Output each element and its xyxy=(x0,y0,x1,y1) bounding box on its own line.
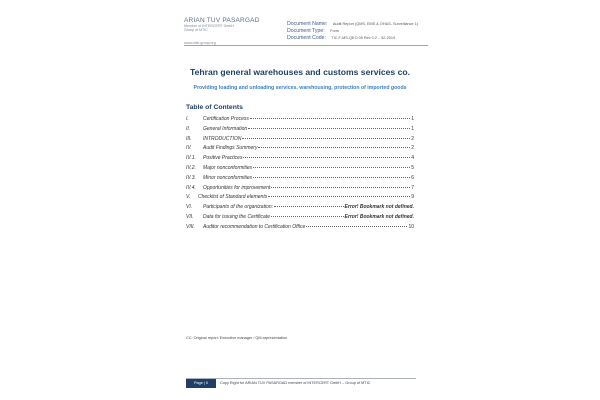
table-of-contents xyxy=(186,116,414,234)
document-info xyxy=(287,17,419,41)
toc-entry-number: VII. xyxy=(186,213,194,220)
toc-entry-number: IV.2. xyxy=(186,164,196,171)
footer-copyright: Copy Right for ARIAN TUV PASARGAD member of INTERCERT GmbH – Group of MTIC xyxy=(220,381,371,385)
page-title: Tehran general warehouses and customs services co. xyxy=(189,67,411,77)
company-name: ARIAN TUV PASARGAD xyxy=(184,17,260,24)
toc-entry-line xyxy=(198,194,414,200)
doc-code-value: TIC.F-MS-QEO.05 Rev 0.2 – 52-2019 xyxy=(331,36,396,40)
toc-entry[interactable] xyxy=(186,185,414,195)
toc-entry-page: 5 xyxy=(411,164,414,171)
toc-entry[interactable] xyxy=(186,214,414,224)
page-subtitle: Providing loading and unloading services, warehousing, protection of imported goods xyxy=(193,85,407,91)
toc-dot-leader xyxy=(258,147,410,148)
toc-entry[interactable] xyxy=(186,224,414,234)
toc-entry-line xyxy=(203,145,414,151)
toc-entry-line xyxy=(203,204,414,210)
toc-entry[interactable] xyxy=(186,116,414,126)
toc-entry-page: 1 xyxy=(411,116,414,122)
doc-type-value: Form xyxy=(330,29,339,33)
toc-entry-page: 9 xyxy=(411,194,414,201)
toc-entry-number: IV. xyxy=(186,145,192,152)
toc-dot-leader xyxy=(253,167,410,168)
doc-type-label: Document Type: xyxy=(287,28,325,34)
header-divider xyxy=(184,45,428,46)
website-link[interactable]: www.mtic-group.org xyxy=(184,41,216,45)
toc-dot-leader xyxy=(274,206,344,207)
toc-entry-page: 7 xyxy=(411,184,414,191)
toc-entry[interactable] xyxy=(186,145,414,155)
toc-entry-number: V. xyxy=(186,194,191,201)
toc-dot-leader xyxy=(250,118,410,119)
toc-entry-line xyxy=(203,126,414,132)
toc-entry-page: 2 xyxy=(411,145,414,152)
toc-entry[interactable] xyxy=(186,165,414,175)
doc-code-row xyxy=(287,31,418,41)
toc-entry-label: Checklist of Standard elements xyxy=(198,194,268,201)
doc-name-value: Audit Report (QMS, EMS & OH&S- Surveillance 1) xyxy=(332,22,419,26)
toc-entry-label: Opportunities for improvement xyxy=(203,184,271,191)
toc-entry-page: 4 xyxy=(411,155,414,162)
toc-entry-number: III. xyxy=(186,135,192,142)
toc-entry[interactable] xyxy=(186,175,414,185)
company-block xyxy=(184,17,260,33)
company-member: Member of INTERCERT GmbH xyxy=(184,24,234,28)
toc-dot-leader xyxy=(271,187,410,188)
toc-entry-number: IV.3. xyxy=(186,174,196,181)
toc-entry[interactable] xyxy=(186,155,414,165)
toc-entry-page: 6 xyxy=(411,174,414,181)
toc-entry-page: Error! Bookmark not defined. xyxy=(344,204,414,211)
cc-note: CC: Original report: Executive manager / QM-representation xyxy=(186,336,288,340)
toc-dot-leader xyxy=(271,216,344,217)
toc-entry-label: General Information xyxy=(203,125,248,132)
toc-entry-label: Certification Process xyxy=(203,116,249,122)
toc-entry-line xyxy=(203,214,414,220)
toc-heading: Table of Contents xyxy=(186,104,243,111)
toc-entry-number: VI. xyxy=(186,204,193,211)
toc-entry-number: VIII. xyxy=(186,223,195,230)
toc-entry-page: 1 xyxy=(411,125,414,132)
toc-entry[interactable] xyxy=(186,204,414,214)
toc-entry-number: II. xyxy=(186,125,191,132)
toc-entry-label: Participants of the organization: xyxy=(203,204,274,211)
doc-name-row xyxy=(287,17,419,27)
toc-entry-label: INTRODUCTION xyxy=(203,135,242,142)
toc-entry-line xyxy=(203,165,414,171)
toc-entry-line xyxy=(203,185,414,191)
toc-entry-page: Error! Bookmark not defined. xyxy=(344,213,414,220)
doc-code-label: Document Code: xyxy=(287,35,326,41)
toc-entry[interactable] xyxy=(186,126,414,136)
company-group: Group of MTIC xyxy=(184,28,208,33)
toc-entry-label: Positive Practices xyxy=(203,155,243,162)
toc-entry-label: Major nonconformities xyxy=(203,164,253,171)
toc-entry-label: Data for issuing the Certificate xyxy=(203,213,270,220)
toc-entry[interactable] xyxy=(186,136,414,146)
toc-dot-leader xyxy=(306,226,407,227)
toc-entry-label: Auditor recommendation to Certification Office xyxy=(203,223,306,230)
toc-dot-leader xyxy=(253,177,410,178)
toc-entry-line xyxy=(203,224,414,230)
page-number-badge: Page | 0 xyxy=(186,379,216,388)
toc-entry-label: Audit Findings Summery xyxy=(203,145,258,152)
toc-entry-number: IV.4. xyxy=(186,184,196,191)
toc-entry-line xyxy=(203,116,414,122)
toc-entry-label: Minor nonconformities xyxy=(203,174,253,181)
toc-entry[interactable] xyxy=(186,194,414,204)
toc-entry-number: IV.1. xyxy=(186,155,196,162)
toc-dot-leader xyxy=(268,196,410,197)
toc-dot-leader xyxy=(248,128,410,129)
toc-dot-leader xyxy=(242,138,410,139)
toc-entry-page: 2 xyxy=(411,135,414,142)
doc-name-label: Document Name: xyxy=(287,21,328,27)
toc-entry-line xyxy=(203,136,414,142)
toc-entry-line xyxy=(203,155,414,161)
toc-entry-line xyxy=(203,175,414,181)
toc-entry-page: 10 xyxy=(408,223,414,230)
toc-entry-number: I. xyxy=(186,116,189,122)
toc-dot-leader xyxy=(243,157,410,158)
